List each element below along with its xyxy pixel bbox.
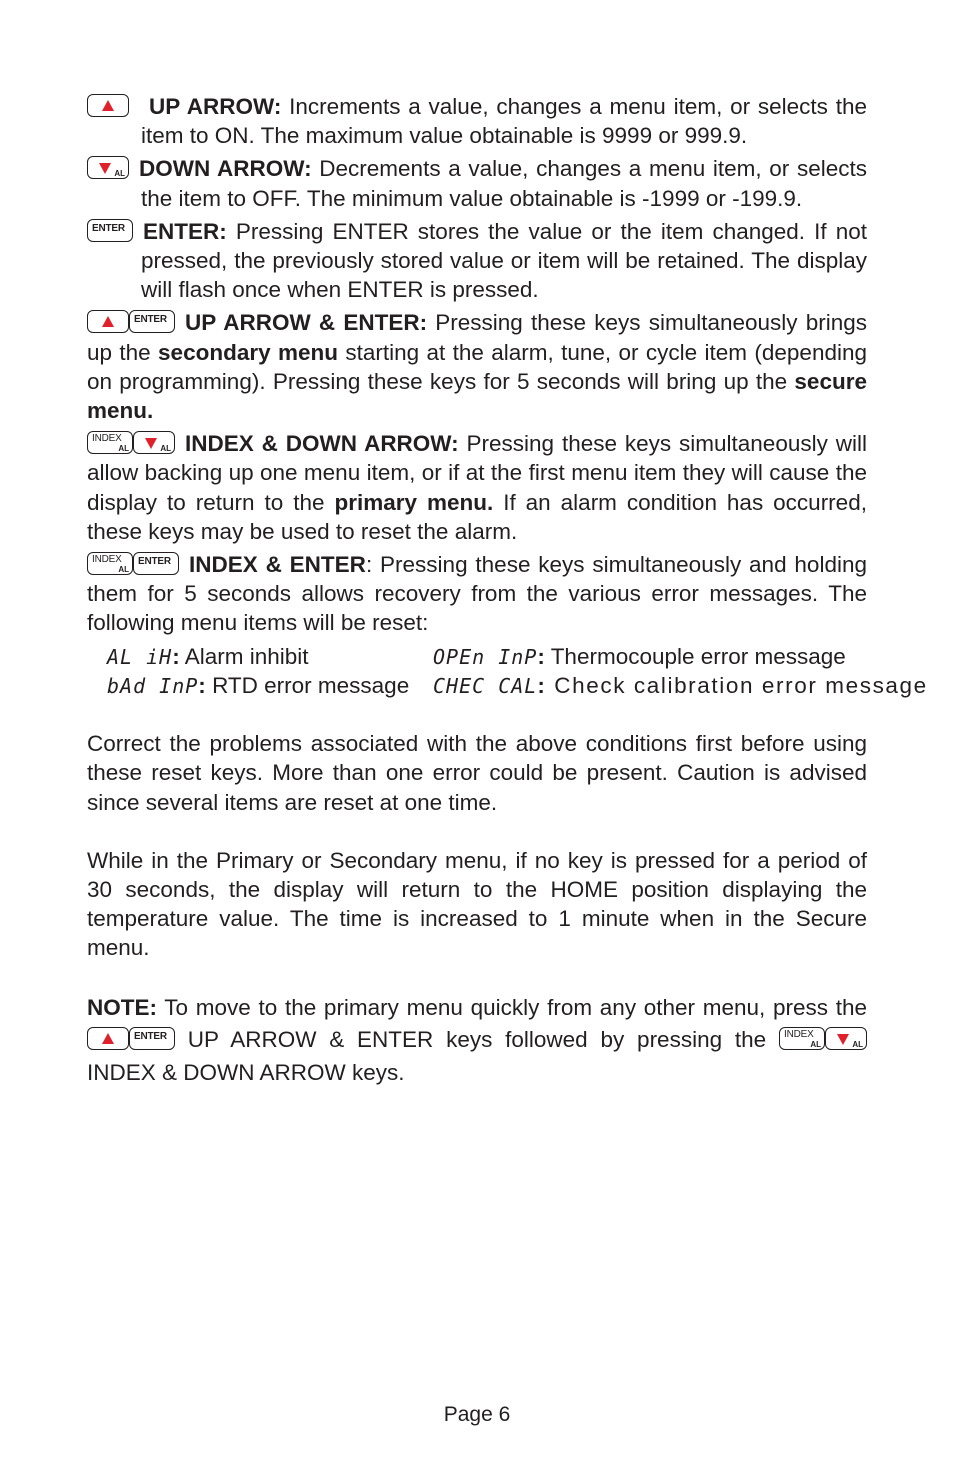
index-key-icon: INDEX AL — [87, 431, 133, 454]
up-enter-text-2: starting at the alarm, tune, or cycle item (depending on programming). Pressing these keys for 5 seconds will bring up the — [87, 339, 867, 394]
up-enter-text-1: Pressing these keys simultaneously brings up the — [87, 310, 867, 365]
reset-item-thermocouple: OPEn InP: Thermocouple error message — [433, 643, 846, 669]
note-label: NOTE: — [87, 994, 157, 1020]
enter-label: ENTER: — [143, 218, 227, 244]
up-enter-entry — [87, 308, 867, 425]
down-arrow-label: DOWN ARROW: — [139, 156, 312, 182]
index-down-text-1: Pressing these keys simultaneously will allow backing up one menu item, or if at the first menu item they will cause the display to return to the — [87, 431, 867, 515]
index-key-icon: INDEX AL — [87, 552, 133, 575]
down-arrow-entry — [87, 154, 867, 212]
index-down-text-2: If an alarm condition has occurred, these keys may be used to reset the alarm. — [87, 489, 867, 544]
enter-description: Pressing ENTER stores the value or the item changed. If not pressed, the previously stored value or item will be retained. The display will flash once when ENTER is pressed. — [141, 218, 867, 303]
down-arrow-key-icon: AL — [133, 431, 175, 454]
index-enter-description: Pressing these keys simultaneously and holding them for 5 seconds allows recovery from the various error messages. The following menu items will be reset: — [87, 552, 867, 636]
enter-key-icon: ENTER — [129, 1027, 175, 1050]
manual-page — [87, 92, 928, 1089]
secondary-menu-term: secondary menu — [158, 339, 338, 365]
enter-key-icon: ENTER — [133, 552, 179, 575]
note-paragraph: NOTE: To move to the primary menu quickly from any other menu, press the ENTER UP ARROW & ENTER keys followed by pressing the INDEX AL AL INDEX & DOWN ARROW keys. — [87, 994, 867, 1085]
enter-key-icon: ENTER — [87, 219, 133, 242]
up-arrow-key-icon — [87, 1027, 129, 1050]
reset-item-alarm-inhibit: AL iH: Alarm inhibit — [107, 643, 309, 669]
reset-item-rtd: bAd InP: RTD error message — [107, 672, 410, 698]
up-enter-label: UP ARROW & ENTER: — [185, 310, 428, 336]
index-key-icon: INDEX AL — [779, 1027, 825, 1050]
down-arrow-description: Decrements a value, changes a menu item, or selects the item to OFF. The minimum value obtainable is -1999 or -199.9. — [141, 156, 867, 211]
index-enter-label: INDEX & ENTER — [189, 552, 366, 578]
up-arrow-key-icon — [87, 94, 129, 117]
index-enter-entry: INDEX AL ENTER INDEX & ENTER: Pressing these keys simultaneously and holding them for 5 seconds allows recovery from the various error messages. The following menu items will be reset: — [87, 552, 867, 636]
reset-items-list — [87, 642, 928, 730]
index-down-entry — [87, 429, 867, 546]
correct-paragraph: Correct the problems associated with the above conditions first before using these reset keys. More than one error could be present. Caution is advised since several items are reset at one time. — [87, 731, 867, 815]
secure-menu-term: secure menu. — [87, 368, 867, 424]
up-arrow-description: Increments a value, changes a menu item, or selects the item to ON. The maximum value obtainable is 9999 or 999.9. — [141, 94, 867, 149]
reset-item-check-cal: CHEC CAL: Check calibration error message — [433, 672, 928, 698]
up-arrow-label: UP ARROW: — [149, 94, 282, 119]
enter-entry — [87, 217, 867, 305]
down-arrow-key-icon: AL — [87, 156, 129, 179]
down-arrow-key-icon: AL — [825, 1027, 867, 1050]
up-arrow-entry — [87, 92, 867, 150]
up-arrow-key-icon — [87, 310, 129, 333]
page-number: Page 6 — [443, 1403, 511, 1426]
enter-key-icon: ENTER — [129, 310, 175, 333]
timeout-paragraph: While in the Primary or Secondary menu, if no key is pressed for a period of 30 seconds, the display will return to the HOME position displaying the temperature value. The time is increased to 1 minute when in the Secure menu. — [87, 847, 867, 961]
index-down-label: INDEX & DOWN ARROW: — [185, 431, 459, 457]
primary-menu-term: primary menu. — [334, 489, 494, 515]
